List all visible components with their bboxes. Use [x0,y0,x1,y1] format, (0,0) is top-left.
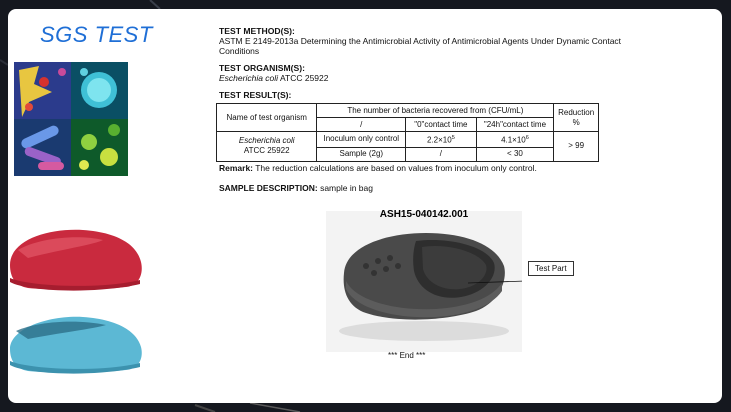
sub-header-24h: "24h"contact time [476,118,554,132]
row1-0h-exp: 5 [451,135,455,141]
end-marker: *** End *** [388,351,426,360]
brand-title: SGS TEST [40,22,153,47]
row1-24h-base: 4.1×10 [501,135,526,145]
sample-description [219,183,639,193]
sub-header-0h: "0"contact time [406,118,477,132]
method-text: ASTM E 2149-2013a Determining the Antimicrobial Activity of Antimicrobial Agents Under Dynamic Contact Conditions [219,36,622,56]
organism-heading: TEST ORGANISM(S): [219,63,305,73]
row1-24h-exp: 6 [525,135,529,141]
col-name-header: Name of test organism [217,104,317,132]
red-clog-image [8,220,148,300]
organism-name: Escherichia coli [219,73,279,83]
results-table [216,103,599,162]
organism-strain: ATCC 25922 [279,73,329,83]
organism-cell [217,132,317,162]
col-group-header: The number of bacteria recovered from (CFU/mL) [317,104,554,118]
sample-text: sample in bag [317,182,373,193]
table-organism-strain: ATCC 25922 [243,146,290,156]
col-reduction-header: Reduction % [554,104,599,132]
blue-clog-image [8,309,148,379]
row2-0h: / [406,147,477,161]
sample-photo [326,211,522,352]
table-organism-name: Escherichia coli [238,136,295,146]
remark-label: Remark: [219,162,254,173]
result-heading: TEST RESULT(S): [219,90,292,100]
remark [219,163,639,173]
row1-label: Inoculum only control [317,132,406,148]
photo-id: ASH15-040142.001 [379,209,469,220]
row1-0h [406,132,477,148]
organism-text [219,73,639,83]
bacteria-collage-image [14,62,128,176]
remark-text: The reduction calculations are based on values from inoculum only control. [253,162,537,173]
row2-24h: < 30 [476,147,554,161]
row1-0h-base: 2.2×10 [426,135,452,145]
reduction-cell: > 99 [554,132,599,162]
test-part-label: Test Part [528,261,574,276]
row2-label: Sample (2g) [317,147,406,161]
slide-card [8,9,722,403]
sub-header-slash: / [317,118,406,132]
sample-label: SAMPLE DESCRIPTION: [219,182,318,193]
method-heading: TEST METHOD(S): [219,26,295,36]
test-report [219,26,639,193]
row1-24h [476,132,554,148]
